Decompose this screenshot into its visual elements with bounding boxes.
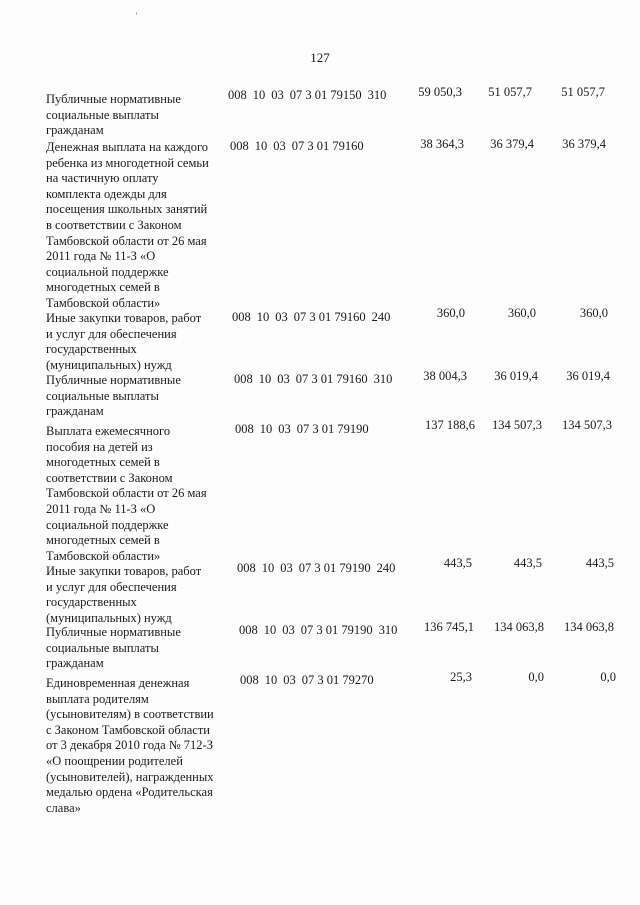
subsection-code: 03	[282, 623, 295, 637]
expense-type-code: 310	[367, 88, 387, 102]
section-code: 10	[259, 422, 273, 436]
ministry-code: 008	[232, 310, 251, 324]
row-description: Иные закупки товаров, работ и услуг для обеспечения государственных (муниципальных) нужд	[46, 564, 202, 625]
row-codes	[230, 139, 370, 155]
amount-3: 0,0	[600, 670, 616, 684]
amount-1: 38 004,3	[423, 369, 467, 383]
ministry-code: 008	[235, 422, 254, 436]
amount-3: 134 063,8	[564, 620, 614, 634]
amount-2: 36 379,4	[490, 137, 534, 151]
amount-3: 36 379,4	[562, 137, 606, 151]
target-article-code: 07 3 01 79190	[296, 422, 369, 436]
amount-3: 443,5	[585, 556, 614, 570]
subsection-code: 03	[273, 139, 286, 153]
amount-1: 38 364,3	[420, 137, 464, 151]
subsection-code: 03	[277, 372, 290, 386]
row-description: Иные закупки товаров, работ и услуг для обеспечения государственных (муниципальных) нужд	[46, 311, 202, 372]
amount-3: 360,0	[579, 306, 608, 320]
scan-speck	[136, 12, 137, 15]
subsection-code: 03	[278, 422, 291, 436]
section-code: 10	[254, 139, 268, 153]
target-article-code: 07 3 01 79160	[291, 139, 364, 153]
expense-type-code: 310	[378, 623, 398, 637]
row-codes	[232, 310, 390, 326]
subsection-code: 03	[280, 561, 293, 575]
page-number: 127	[310, 50, 330, 65]
row-description: Публичные нормативные социальные выплаты гражданам	[46, 92, 181, 138]
section-code: 10	[258, 372, 272, 386]
target-article-code: 07 3 01 79190	[298, 561, 371, 575]
row-description: Выплата ежемесячного пособия на детей из многодетных семей в соответствии с Законом Тамбовской области от 26 мая 2011 года № 11-З «О социальной поддержке многодетных семей в Тамбовской области»	[46, 424, 207, 563]
amount-2: 0,0	[528, 670, 544, 684]
row-codes	[235, 422, 375, 438]
section-code: 10	[261, 561, 275, 575]
row-codes	[240, 673, 380, 689]
amount-1: 360,0	[436, 306, 465, 320]
subsection-code: 03	[271, 88, 284, 102]
amount-2: 134 507,3	[492, 418, 542, 432]
section-code: 10	[263, 623, 277, 637]
amount-2: 36 019,4	[494, 369, 538, 383]
expense-type-code: 310	[373, 372, 393, 386]
amount-1: 137 188,6	[425, 418, 475, 432]
ministry-code: 008	[234, 372, 253, 386]
amount-3: 134 507,3	[562, 418, 612, 432]
amount-3: 51 057,7	[561, 85, 605, 99]
target-article-code: 07 3 01 79270	[301, 673, 374, 687]
row-codes	[228, 88, 386, 104]
expense-type-code: 240	[376, 561, 396, 575]
target-article-code: 07 3 01 79160	[293, 310, 366, 324]
amount-1: 136 745,1	[424, 620, 474, 634]
amount-2: 134 063,8	[494, 620, 544, 634]
amount-3: 36 019,4	[566, 369, 610, 383]
ministry-code: 008	[230, 139, 249, 153]
subsection-code: 03	[283, 673, 296, 687]
amount-1: 59 050,3	[418, 85, 462, 99]
section-code: 10	[264, 673, 278, 687]
row-description: Публичные нормативные социальные выплаты гражданам	[46, 625, 181, 671]
ministry-code: 008	[239, 623, 258, 637]
ministry-code: 008	[237, 561, 256, 575]
row-codes	[239, 623, 397, 639]
target-article-code: 07 3 01 79150	[289, 88, 362, 102]
subsection-code: 03	[275, 310, 288, 324]
amount-2: 360,0	[507, 306, 536, 320]
target-article-code: 07 3 01 79160	[295, 372, 368, 386]
row-description: Единовременная денежная выплата родителям (усыновителям) в соответствии с Законом Тамбовской области от 3 декабря 2010 года № 712-З «О поощрении родителей (усыновителей), награжденных медалью ордена «Родительская слава»	[46, 676, 214, 815]
ministry-code: 008	[240, 673, 259, 687]
amount-2: 443,5	[513, 556, 542, 570]
row-description: Публичные нормативные социальные выплаты гражданам	[46, 373, 181, 419]
row-codes	[237, 561, 395, 577]
expense-type-code: 240	[371, 310, 391, 324]
target-article-code: 07 3 01 79190	[300, 623, 373, 637]
amount-1: 25,3	[450, 670, 472, 684]
ministry-code: 008	[228, 88, 247, 102]
section-code: 10	[252, 88, 266, 102]
row-description: Денежная выплата на каждого ребенка из многодетной семьи на частичную оплату комплекта одежды для посещения школьных занятий в соответствии с Законом Тамбовской области от 26 мая 2011 года № 11-З «О социальной поддержке многодетных семей в Тамбовской области»	[46, 140, 209, 310]
amount-1: 443,5	[443, 556, 472, 570]
section-code: 10	[256, 310, 270, 324]
row-codes	[234, 372, 392, 388]
amount-2: 51 057,7	[488, 85, 532, 99]
